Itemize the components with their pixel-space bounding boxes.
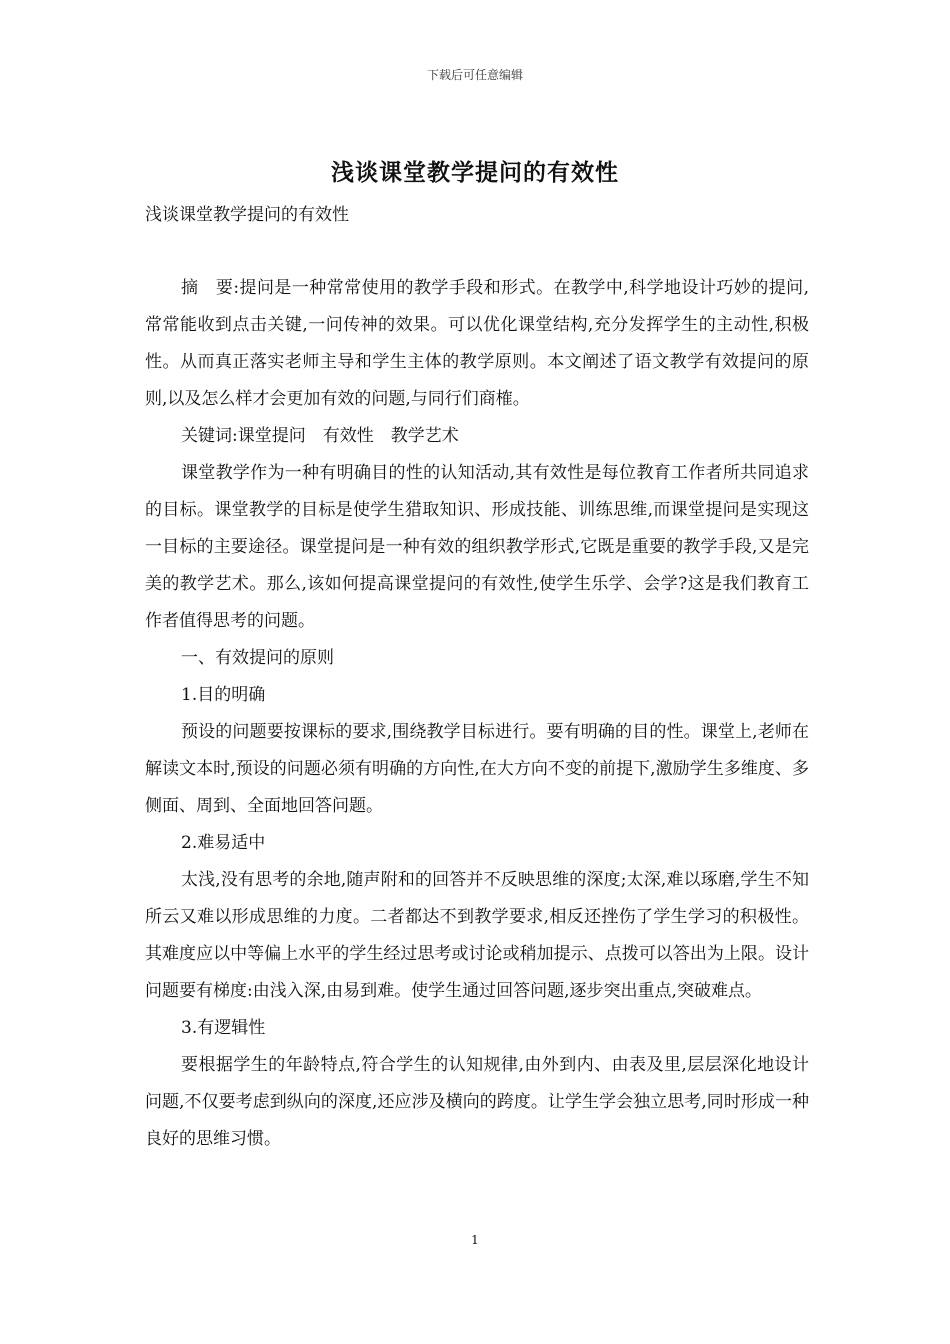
intro-paragraph: 课堂教学作为一种有明确目的性的认知活动,其有效性是每位教育工作者所共同追求的目标。课堂教学的目标是使学生猎取知识、形成技能、训练思维,而课堂提问是实现这一目标的主要途径。课堂提问是一种有效的组织教学形式,它既是重要的教学手段,又是完美的教学艺术。那么,该如何提高课堂提问的有效性,使学生乐学、会学?这是我们教育工作者值得思考的问题。 (145, 463, 809, 631)
subheading-3: 3.有逻辑性 (181, 1018, 266, 1038)
document-body (145, 270, 809, 1158)
page-number: 1 (471, 1233, 479, 1247)
section-heading: 一、有效提问的原则 (181, 648, 334, 668)
document-title: 浅谈课堂教学提问的有效性 (331, 159, 619, 186)
page-header: 下载后可任意编辑 (426, 68, 523, 82)
subheading-2: 2.难易适中 (181, 833, 266, 853)
body-paragraph: 太浅,没有思考的余地,随声附和的回答并不反映思维的深度;太深,难以琢磨,学生不知所云又难以形成思维的力度。二者都达不到教学要求,相反还挫伤了学生学习的积极性。其难度应以中等偏上水平的学生经过思考或讨论或稍加提示、点拨可以答出为上限。设计问题要有梯度:由浅入深,由易到难。使学生通过回答问题,逐步突出重点,突破难点。 (145, 870, 809, 1001)
body-paragraph: 预设的问题要按课标的要求,围绕教学目标进行。要有明确的目的性。课堂上,老师在解读文本时,预设的问题必须有明确的方向性,在大方向不变的前提下,激励学生多维度、多侧面、周到、全面地回答问题。 (145, 722, 809, 816)
body-paragraph: 要根据学生的年龄特点,符合学生的认知规律,由外到内、由表及里,层层深化地设计问题,不仅要考虑到纵向的深度,还应涉及横向的跨度。让学生学会独立思考,同时形成一种良好的思维习惯。 (145, 1055, 809, 1149)
document-subtitle: 浅谈课堂教学提问的有效性 (145, 205, 349, 225)
subheading-1: 1.目的明确 (181, 685, 266, 705)
abstract-paragraph: 摘 要:提问是一种常常使用的教学手段和形式。在教学中,科学地设计巧妙的提问,常常能收到点击关键,一问传神的效果。可以优化课堂结构,充分发挥学生的主动性,积极性。从而真正落实老师主导和学生主体的教学原则。本文阐述了语文教学有效提问的原则,以及怎么样才会更加有效的问题,与同行们商榷。 (145, 278, 809, 409)
keywords-paragraph: 关键词:课堂提问 有效性 教学艺术 (181, 426, 459, 446)
